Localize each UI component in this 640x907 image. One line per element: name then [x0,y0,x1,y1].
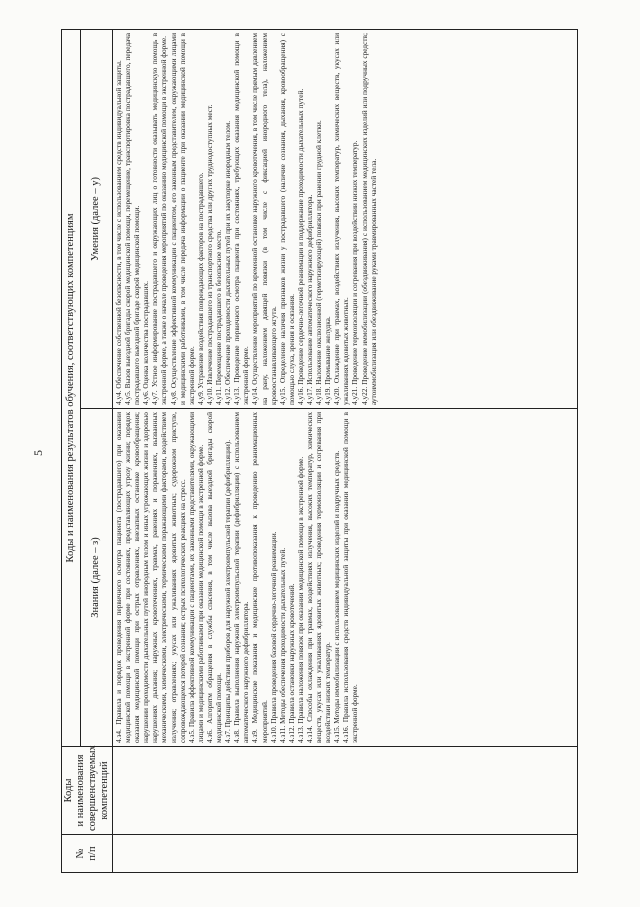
skill-item: 4.у4. Обеспечение собственной безопасности, в том числе с использованием средств индивидуальной защиты. [114,60,123,405]
skill-item: 4.у11. Перемещение пострадавшего в безопасное место. [214,229,224,405]
skill-item: 4.у18. Наложение окклюзионной (герметизирующей) повязки при ранении грудной клетки. [314,120,324,405]
knowledge-item: 4.з7. Принципы действия приборов для наружной электроимпульсной терапии (дефибрилляции). [223,439,233,743]
skill-item: 4.у10. Извлечение пострадавшего из транспортного средства или других труднодоступных мест. [204,104,214,405]
skill-item: 4.у20. Охлаждение при травмах, воздействиях излучения, высоких температур, химических веществ, укусах или ужаливаниях ядовитых животных. [332,32,351,405]
cell-row-number [113,835,578,873]
cell-skills [113,29,578,408]
skill-item: 4.у22. Проведение иммобилизации (обездвиживания) с использованием медицинских изделий или подручных средств; аутоиммобилизация или обездвиживание руками травмированных частей тела. [359,32,378,405]
cell-competency-code [113,747,578,835]
header-competency-codes: Коды и наименования совершенствуемых компетенций [62,747,113,835]
rotated-table-container [61,30,578,873]
knowledge-item: 4.з12. Правила остановки наружных кровотечений. [286,583,296,743]
skill-item: 4.у13. Проведение первичного осмотра пациента при состояниях, требующих оказания медицинской помощи в экстренной форме. [232,32,251,405]
skill-item: 4.у21. Проведение термоизоляции и согревания при воздействии низких температур. [350,140,360,405]
skill-item: 4.у12. Обеспечение проходимости дыхательных путей при их закупорке инородным телом. [223,120,233,405]
header-learning-results: Коды и наименования результатов обучения, соответствующих компетенциям [62,29,81,746]
header-knowledge: Знания (далее – з) [80,409,112,747]
knowledge-item: 4.з14. Способы охлаждения при травмах, воздействиях излучения, высоких температур, химических веществ, укусах или ужаливаниях ядовитых животных; проведения термоизоляции и согревания при воздействии низких температур. [304,412,333,743]
skill-item: 4.у17. Использование автоматического наружного дефибриллятора. [304,194,314,405]
competency-table [61,29,578,873]
knowledge-item: 4.з15. Методы иммобилизации с использованием медицинских изделий и подручных средств. [332,450,342,743]
knowledge-item: 4.з4. Правила и порядок проведения первичного осмотра пациента (пострадавшего) при оказании медицинской помощи в экстренной форме при состояниях, представляющих угрозу жизни; порядок оказания медицинской помощи при острых отравлениях, внезапных остановке кровообращения; нарушении проходимости дыхательных путей инородным телом и иных угрожающих жизни и здоровью нарушениях дыхания; наружных кровотечениях, травмах, ранениях и поражениях, вызванных механическими, химическими, электрическими, термическими поражающими факторами, воздействием излучения; отравлениях; укусах или ужаливаниях ядовитых животных; судорожном приступе, сопровождающемся потерей сознания; острых психологических реакциях на стресс. [114,412,187,743]
skill-item: 4.у15. Определение наличия признаков жизни у пострадавшего (наличие сознания, дыхания, кровообращения) с помощью слуха, зрения и осязания. [277,32,296,405]
cell-knowledge [113,409,578,747]
skill-item: 4.у7. Устное информирование пострадавшего и окружающих лиц о готовности оказывать медицинскую помощь в экстренной форме, а также о начале проведения мероприятий по оказанию медицинской помощи в экстренной форме. [150,32,169,405]
knowledge-item: 4.з8. Правила выполнения наружной электроимпульсной терапии (дефибрилляции) с использованием автоматического наружного дефибриллятора. [232,412,251,743]
skill-item: 4.у14. Осуществление мероприятий по временной остановке наружного кровотечения, в том числе прямым давлением на рану, наложением давящей повязки (в том числе с фиксацией инородного тела), наложением кровоостанавливающего жгута. [250,32,278,405]
skill-item: 4.у19. Промывание желудка. [323,316,333,405]
knowledge-item: 4.з10. Правила проведения базовой сердечно-легочной реанимации. [268,531,278,743]
knowledge-item: 4.з9. Медицинские показания и медицинские противопоказания к проведению реанимационных мероприятий. [250,412,269,743]
knowledge-item: 4.з5. Правила эффективной коммуникации с пациентами, их законными представителями, окружающими лицами и медицинскими работниками при оказании медицинской помощи в экстренной форме. [186,412,205,743]
knowledge-item: 4.з16. Правила использования средств индивидуальной защиты при оказании медицинской помощи в экстренной форме. [341,412,360,743]
skill-item: 4.у6. Оценка количества пострадавших. [141,281,151,405]
skill-item: 4.у5. Вызов выездной бригады скорой медицинской помощи, перемещение, транспортировка пострадавшего, передача пострадавшего выездной бригаде скорой медицинской помощи. [123,32,142,405]
knowledge-item: 4.з6. Алгоритм обращения в службы спасения, в том числе вызова выездной бригады скорой медицинской помощи. [204,412,224,743]
knowledge-item: 4.з13. Правила наложения повязок при оказании медицинской помощи в экстренной форме. [295,456,305,743]
header-skills: Умения (далее – у) [80,29,112,408]
skill-item: 4.у8. Осуществление эффективной коммуникации с пациентом, его законным представителем, окружающими лицами и медицинскими работниками, в том числе передача информации о пациенте при оказании медицинской помощи в экстренной форме. [168,32,196,405]
knowledge-item: 4.з11. Методы обеспечения проходимости дыхательных путей. [277,547,287,743]
page-number: 5 [31,450,45,456]
header-number: № п/п [62,835,113,873]
skill-item: 4.у9. Устранение воздействия повреждающих факторов на пострадавшего. [195,172,205,405]
skill-item: 4.у16. Проведение сердечно-легочной реанимации и поддержание проходимости дыхательных путей. [295,88,305,405]
